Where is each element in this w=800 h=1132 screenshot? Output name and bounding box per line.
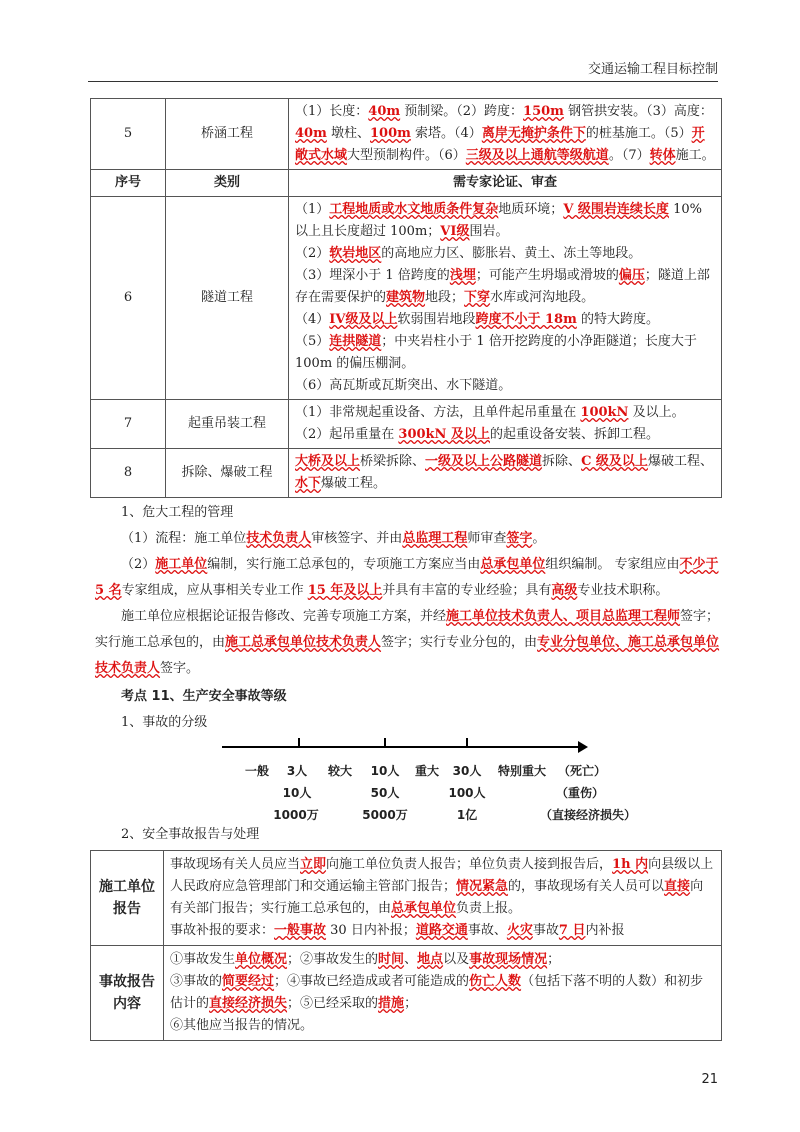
- grade-label: 重大: [414, 764, 440, 778]
- text-run: 专家组成，应从事相关专业工作: [121, 583, 308, 598]
- text-run: （2）: [121, 557, 156, 572]
- death-threshold: 3人: [286, 764, 308, 778]
- loss-threshold: 1亿: [456, 808, 478, 822]
- text-run: ；②事故发生的: [287, 952, 379, 967]
- text-run: 事故现场有关人员应当: [170, 857, 301, 872]
- text-run: 的特大跨度。: [576, 312, 659, 327]
- injury-threshold: 100人: [448, 786, 486, 800]
- text-run: ⑥其他应当报告的情况。: [170, 1018, 314, 1033]
- highlight-text: C 级及以上: [581, 454, 648, 469]
- text-run: 爆破工程。: [321, 476, 387, 491]
- death-threshold: 30人: [452, 764, 482, 778]
- highlight-text: 下穿: [464, 290, 491, 305]
- highlight-text: 事故现场情况: [469, 952, 548, 967]
- text-run: 。（7）: [608, 148, 650, 163]
- row-label: 事故报告内容: [91, 946, 164, 1041]
- text-run: 事故: [532, 923, 559, 938]
- highlight-text: 直接经济损失: [209, 996, 288, 1011]
- highlight-text: 专业分包单位、施工总承包单位技术负责人: [95, 635, 720, 676]
- highlight-text: 1h 内: [612, 857, 649, 872]
- highlight-text: 开敞式水域: [295, 126, 705, 163]
- grade-label: 特别重大: [497, 764, 547, 778]
- row-category: 隧道工程: [166, 197, 289, 400]
- highlight-text: 总承包单位: [391, 901, 457, 916]
- highlight-text: 100kN: [580, 405, 629, 420]
- table-row: [91, 99, 722, 170]
- highlight-text: 情况紧急: [456, 879, 509, 894]
- highlight-text: 地点: [417, 952, 444, 967]
- text-run: 并具有丰富的专业经验；具有: [382, 583, 552, 598]
- paragraph: [95, 552, 722, 604]
- death-label: （死亡）: [557, 764, 607, 778]
- header-divider: [88, 81, 718, 82]
- text-run: 30 日内补报；: [326, 923, 416, 938]
- table-row: [91, 851, 722, 946]
- text-run: （1）: [295, 202, 330, 217]
- highlight-text: 一般事故: [274, 923, 327, 938]
- text-run: 签字；实行施工总承包的，由: [95, 609, 720, 650]
- text-run: （1）流程：施工单位: [121, 531, 247, 546]
- highlight-text: 离岸无掩护条件下: [481, 126, 586, 141]
- content-line: [295, 402, 715, 424]
- highlight-text: 伤亡人数: [469, 974, 522, 989]
- row-requirement: [289, 449, 722, 498]
- text-run: 事故补报的要求：: [170, 923, 275, 938]
- highlight-text: 措施: [378, 996, 405, 1011]
- text-run: 墩柱、: [326, 126, 370, 141]
- highlight-text: 签字: [506, 531, 533, 546]
- row-number: 7: [91, 400, 166, 449]
- text-run: ；中夹岩柱小于 1 倍开挖跨度的小净距隧道；长度大于 100m 的偏压棚洞。: [295, 334, 697, 371]
- accident-report-table: [90, 850, 722, 1041]
- content-line: [170, 920, 715, 942]
- text-run: ；: [547, 952, 561, 967]
- text-run: 负责上报。: [456, 901, 522, 916]
- axis-tick: [298, 738, 300, 748]
- table-row: [91, 400, 722, 449]
- text-run: ③事故的: [170, 974, 223, 989]
- text-run: 拆除、: [542, 454, 582, 469]
- row-category: 起重吊装工程: [166, 400, 289, 449]
- section-title: 1、事故的分级: [121, 715, 208, 730]
- text-run: 审核签字、并由: [311, 531, 403, 546]
- table-header-row: [91, 170, 722, 197]
- highlight-text: 三级及以上通航等级航道: [465, 148, 609, 163]
- text-run: （3）埋深小于 1 倍跨度的: [295, 268, 450, 283]
- axis-tick: [384, 738, 386, 748]
- paragraph: [95, 604, 722, 682]
- col-header-category: 类别: [166, 170, 289, 197]
- content-line: [170, 854, 715, 920]
- highlight-text: 技术负责人: [246, 531, 312, 546]
- content-line: [170, 949, 715, 971]
- injury-label: （重伤）: [555, 786, 605, 800]
- text-run: 签字；实行专业分包的，由: [381, 635, 538, 650]
- highlight-text: 施工总承包单位技术负责人: [225, 635, 382, 650]
- text-run: 向有关部门报告；实行施工总承包的，由: [170, 879, 704, 916]
- highlight-text: 高级: [551, 583, 578, 598]
- content-line: [295, 199, 715, 243]
- row-content: [164, 946, 722, 1041]
- kaodian-section: [95, 684, 722, 736]
- text-run: ；⑤已经采取的: [287, 996, 379, 1011]
- injury-threshold: 10人: [282, 786, 312, 800]
- row-requirement: [289, 197, 722, 400]
- table-row: [91, 449, 722, 498]
- running-header: 交通运输工程目标控制: [587, 62, 718, 77]
- highlight-text: 建筑物: [386, 290, 426, 305]
- col-header-no: 序号: [91, 170, 166, 197]
- text-run: （2）起吊重量在: [295, 427, 399, 442]
- paragraph: [95, 526, 722, 552]
- highlight-text: 15 年及以上: [307, 583, 383, 598]
- management-section: [95, 500, 722, 682]
- row-category: 桥涵工程: [166, 99, 289, 170]
- grade-axis-line: [222, 746, 582, 748]
- injury-threshold: 50人: [370, 786, 400, 800]
- highlight-text: 时间: [378, 952, 405, 967]
- text-run: 预制梁。（2）跨度：: [400, 104, 524, 119]
- content-line: [295, 243, 715, 265]
- highlight-text: 一级及以上公路隧道: [425, 454, 543, 469]
- text-run: 桥梁拆除、: [360, 454, 426, 469]
- row-category: 拆除、爆破工程: [166, 449, 289, 498]
- text-run: 内补报: [585, 923, 625, 938]
- highlight-text: 40m: [368, 104, 401, 119]
- text-run: （1）非常规起重设备、方法，且单件起吊重量在: [295, 405, 581, 420]
- highlight-text: 单位概况: [235, 952, 288, 967]
- text-run: 软弱围岩地段: [397, 312, 476, 327]
- highlight-text: 火灾: [506, 923, 533, 938]
- highlight-text: 300kN 及以上: [398, 427, 490, 442]
- text-run: （1）长度：: [295, 104, 369, 119]
- highlight-text: 总承包单位: [480, 557, 546, 572]
- content-line: [295, 309, 715, 331]
- content-line: [295, 265, 715, 309]
- text-run: 围岩。: [469, 224, 509, 239]
- row-content: [164, 851, 722, 946]
- text-run: 签字。: [160, 661, 200, 676]
- text-run: 的高地应力区、膨胀岩、黄土、冻土等地段。: [381, 246, 642, 261]
- grade-label: 一般: [244, 764, 270, 778]
- highlight-text: 道路交通: [415, 923, 468, 938]
- row-requirement: [289, 400, 722, 449]
- axis-tick: [466, 738, 468, 748]
- text-run: （2）: [295, 246, 330, 261]
- text-run: 的，事故现场有关人员可以: [508, 879, 665, 894]
- text-run: 专业技术职称。: [577, 583, 669, 598]
- highlight-text: V 级围岩连续长度: [563, 202, 669, 217]
- page-number: 21: [701, 1072, 718, 1087]
- row-number: 5: [91, 99, 166, 170]
- danger-project-table: [90, 98, 722, 498]
- highlight-text: 大桥及以上: [295, 454, 361, 469]
- content-line: [295, 375, 715, 397]
- kaodian-title: 考点 11、生产安全事故等级: [121, 689, 287, 704]
- text-run: ；可能产生坍塌或滑坡的: [475, 268, 619, 283]
- text-run: 施工单位应根据论证报告修改、完善专项施工方案，并经: [121, 609, 447, 624]
- highlight-text: 浅埋: [449, 268, 476, 283]
- highlight-text: 软岩地区: [329, 246, 382, 261]
- section-title: 2、安全事故报告与处理: [121, 827, 260, 842]
- text-run: 施工。: [675, 148, 715, 163]
- table-row: [91, 197, 722, 400]
- text-run: （5）: [295, 334, 330, 349]
- text-run: 水库或河沟地段。: [490, 290, 595, 305]
- arrow-right-icon: [578, 741, 588, 753]
- text-run: （包括下落不明的人数）和初步估计的: [170, 974, 704, 1011]
- text-run: ；: [404, 996, 418, 1011]
- highlight-text: 总监理工程: [402, 531, 468, 546]
- row-number: 6: [91, 197, 166, 400]
- highlight-text: 40m: [295, 126, 327, 141]
- text-run: ①事故发生: [170, 952, 236, 967]
- col-header-requirement: 需专家论证、审查: [289, 170, 722, 197]
- highlight-text: VI级: [440, 224, 470, 239]
- highlight-text: 100m: [370, 126, 411, 141]
- row-requirement: [289, 99, 722, 170]
- highlight-text: 水下: [295, 476, 322, 491]
- content-line: [170, 1015, 715, 1037]
- text-run: 爆破工程、: [647, 454, 713, 469]
- death-threshold: 10人: [370, 764, 400, 778]
- row-label: 施工单位报告: [91, 851, 164, 946]
- highlight-text: 偏压: [618, 268, 645, 283]
- text-run: 索塔。（4）: [410, 126, 482, 141]
- text-run: 钢管拱安装。（3）高度：: [563, 104, 713, 119]
- section-title: 1、危大工程的管理: [121, 505, 234, 520]
- highlight-text: 连拱隧道: [329, 334, 382, 349]
- content-line: [295, 331, 715, 375]
- text-run: 向施工单位负责人报告；单位负责人接到报告后，: [326, 857, 613, 872]
- highlight-text: IV级及以上: [329, 312, 398, 327]
- loss-threshold: 5000万: [362, 808, 408, 822]
- text-run: 组织编制。 专家组应由: [545, 557, 680, 572]
- report-section: [95, 822, 722, 848]
- highlight-text: 施工单位: [155, 557, 208, 572]
- text-run: 的起重设备安装、拆卸工程。: [489, 427, 659, 442]
- row-number: 8: [91, 449, 166, 498]
- loss-label: （直接经济损失）: [539, 808, 637, 822]
- text-run: ；④事故已经造成或者可能造成的: [274, 974, 470, 989]
- text-run: 大型预制构件。（6）: [347, 148, 466, 163]
- text-run: 。: [532, 531, 546, 546]
- table-row: [91, 946, 722, 1041]
- loss-threshold: 1000万: [273, 808, 319, 822]
- highlight-text: 转体: [649, 148, 676, 163]
- text-run: 10% 以上且长度超过 100m；: [295, 202, 702, 239]
- highlight-text: 7 日: [558, 923, 586, 938]
- text-run: 编制，实行施工总承包的，专项施工方案应当由: [207, 557, 481, 572]
- text-run: 事故、: [467, 923, 507, 938]
- text-run: 师审查: [467, 531, 507, 546]
- highlight-text: 简要经过: [222, 974, 275, 989]
- grade-label: 较大: [327, 764, 353, 778]
- text-run: 向县级以上人民政府应急管理部门和交通运输主管部门报告；: [170, 857, 714, 894]
- highlight-text: 直接: [664, 879, 691, 894]
- content-line: [295, 424, 715, 446]
- highlight-text: 不少于 5 名: [95, 557, 719, 598]
- text-run: 地质环境；: [498, 202, 564, 217]
- highlight-text: 工程地质或水文地质条件复杂: [329, 202, 499, 217]
- content-line: [170, 971, 715, 1015]
- text-run: （4）: [295, 312, 330, 327]
- highlight-text: 立即: [300, 857, 327, 872]
- text-run: 、: [404, 952, 418, 967]
- text-run: 以及: [443, 952, 470, 967]
- highlight-text: 施工单位技术负责人、项目总监理工程师: [446, 609, 681, 624]
- text-run: 及以上。: [628, 405, 685, 420]
- text-run: （6）高瓦斯或瓦斯突出、水下隧道。: [295, 378, 512, 393]
- text-run: 的桩基施工。（5）: [585, 126, 692, 141]
- highlight-text: 150m: [523, 104, 564, 119]
- text-run: 地段；: [425, 290, 465, 305]
- highlight-text: 跨度不小于 18m: [475, 312, 577, 327]
- text-run: ；隧道上部存在需要保护的: [295, 268, 710, 305]
